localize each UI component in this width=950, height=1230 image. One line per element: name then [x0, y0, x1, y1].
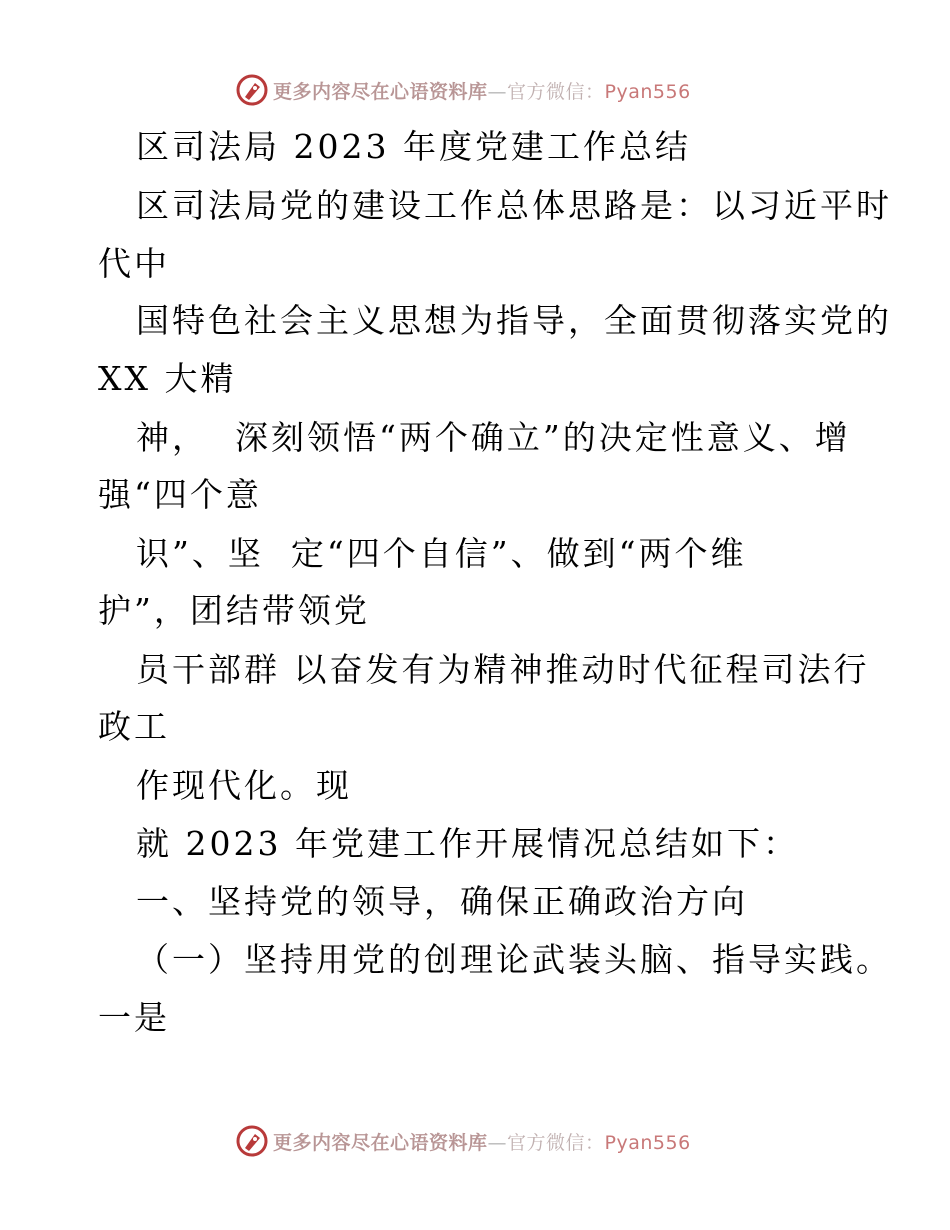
watermark-brand: 更多内容尽在心语资料库 [273, 1131, 488, 1154]
watermark-separator: — [487, 80, 508, 103]
document-line: 护”，团结带领党 [98, 591, 370, 630]
watermark-text [273, 77, 691, 104]
document-line: 代中 [98, 244, 170, 283]
pen-nib-logo-icon [235, 73, 269, 107]
watermark-wechat-id: Pyan556 [604, 80, 691, 103]
document-line: 一是 [98, 998, 170, 1037]
document-line: 员干部群 以奋发有为精神推动时代征程司法行 [136, 650, 870, 689]
document-line: 神， 深刻领悟“两个确立”的决定性意义、增 [136, 418, 851, 457]
watermark-wechat-id: Pyan556 [604, 1131, 691, 1154]
document-title: 区司法局 2023 年度党建工作总结 [136, 127, 691, 166]
watermark-wechat-label: 官方微信： [507, 1131, 605, 1154]
subsection-heading: （一）坚持用党的创理论武装头脑、指导实践。 [136, 940, 892, 979]
watermark-wechat-label: 官方微信： [507, 80, 605, 103]
document-line: 区司法局党的建设工作总体思路是：以习近平时 [136, 186, 892, 225]
document-line: 作现代化。现 [136, 766, 352, 805]
document-line: 强“四个意 [98, 475, 262, 514]
document-line: 国特色社会主义思想为指导，全面贯彻落实党的 [136, 301, 892, 340]
document-line: 政工 [98, 707, 170, 746]
watermark-banner-top [235, 72, 691, 108]
watermark-separator: — [487, 1131, 508, 1154]
watermark-text [273, 1128, 691, 1155]
document-line: 识”、坚 定“四个自信”、做到“两个维 [136, 534, 747, 573]
watermark-banner-bottom [235, 1123, 691, 1159]
watermark-brand: 更多内容尽在心语资料库 [273, 80, 488, 103]
pen-nib-logo-icon [235, 1124, 269, 1158]
section-heading: 一、坚持党的领导，确保正确政治方向 [136, 882, 748, 921]
document-line: 就 2023 年党建工作开展情况总结如下： [136, 824, 799, 863]
document-line: XX 大精 [98, 359, 237, 398]
